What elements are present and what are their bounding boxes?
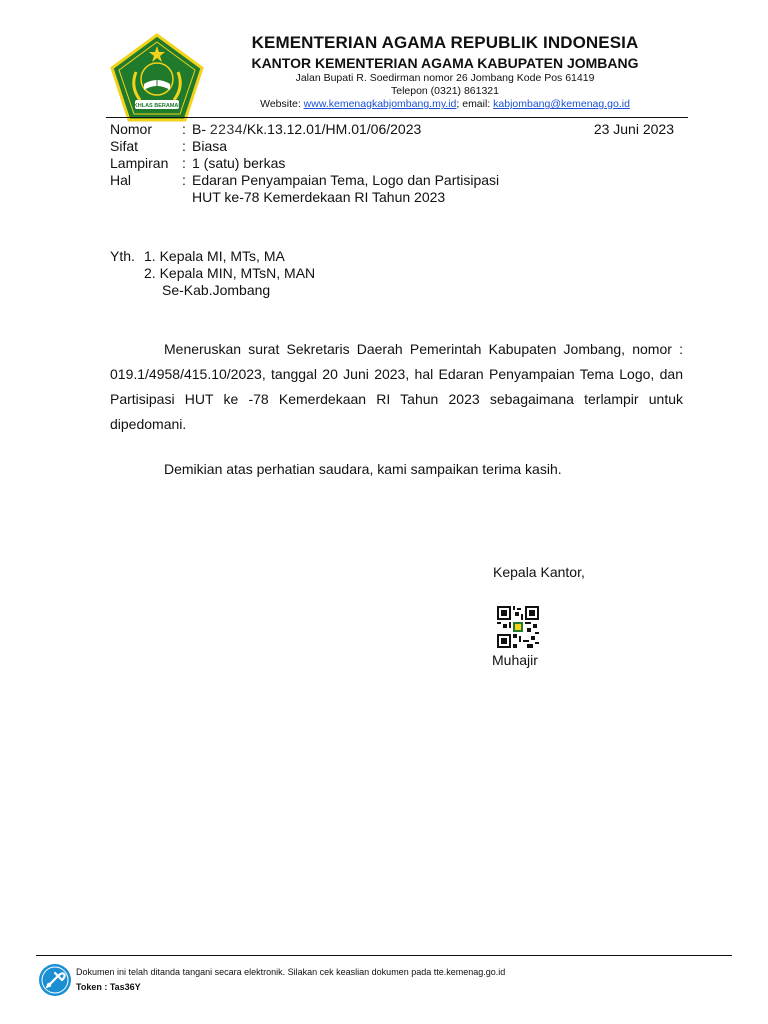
sifat-label: Sifat (110, 138, 139, 154)
sifat-value: Biasa (192, 138, 228, 154)
recipient-row-1 (110, 248, 315, 265)
lampiran-label: Lampiran (110, 155, 169, 171)
colon: : (182, 121, 186, 137)
recipient-item-2: 2. Kepala MIN, MTsN, MAN (144, 265, 316, 281)
sifat-row (110, 138, 680, 155)
lampiran-row (110, 155, 680, 172)
footer-notice-block (76, 965, 505, 995)
footer-notice: Dokumen ini telah ditanda tangani secara elektronik. Silakan cek keaslian dokumen pada tte.kemenag.go.id (76, 967, 506, 977)
nomor-label: Nomor (110, 121, 153, 137)
website-link[interactable]: www.kemenagkabjombang.my.id (303, 98, 457, 110)
hal-row (110, 172, 680, 189)
office-phone: Telepon (0321) 861321 (390, 85, 499, 97)
nomor-rest: /Kk.13.12.01/HM.01/06/2023 (243, 121, 422, 137)
recipient-item-1: 1. Kepala MI, MTs, MA (144, 248, 285, 264)
recipient-block (110, 248, 315, 299)
nomor-number: 2234 (209, 121, 244, 137)
kemenag-logo-icon (108, 32, 206, 124)
email-label: ; email: (456, 98, 494, 110)
colon: : (182, 155, 186, 171)
footer-token: Token : Tas36Y (76, 982, 141, 992)
nomor-prefix: B- (192, 121, 210, 137)
email-link[interactable]: kabjombang@kemenag.go.id (493, 98, 630, 110)
letter-meta (110, 121, 680, 206)
qr-code-icon[interactable] (497, 606, 539, 648)
hal-value: Edaran Penyampaian Tema, Logo dan Partisipasi (192, 172, 500, 188)
footer-divider (36, 955, 732, 956)
hal-label: Hal (110, 172, 132, 188)
office-title: KANTOR KEMENTERIAN AGAMA KABUPATEN JOMBANG (251, 55, 639, 71)
lampiran-value: 1 (satu) berkas (192, 155, 286, 171)
recipient-label: Yth. (110, 248, 135, 264)
colon: : (182, 138, 186, 154)
letter-date: 23 Juni 2023 (593, 121, 674, 137)
colon: : (182, 172, 186, 188)
body-paragraph: Meneruskan surat Sekretaris Daerah Pemerintah Kabupaten Jombang, nomor : 019.1/4958/415.10/2023, tanggal 20 Juni 2023, hal Edaran Penyampaian Tema Logo, dan Partisipasi HUT ke -78 Kemerdekaan RI Tahun 2023 sebagaimana terlampir untuk dipedomani. (110, 341, 683, 432)
logo-motto: IKHLAS BERAMAL (132, 103, 182, 109)
signature-title: Kepala Kantor, (493, 564, 585, 580)
closing-sentence: Demikian atas perhatian saudara, kami sampaikan terima kasih. (164, 461, 562, 477)
signer-name: Muhajir (492, 652, 538, 668)
ministry-title: KEMENTERIAN AGAMA REPUBLIK INDONESIA (251, 33, 639, 52)
website-label: Website: (260, 98, 304, 110)
hal-value-continued: HUT ke-78 Kemerdekaan RI Tahun 2023 (192, 189, 446, 205)
recipient-item-3: Se-Kab.Jombang (162, 282, 271, 298)
letterhead (220, 32, 670, 111)
office-contact (220, 98, 670, 111)
office-address: Jalan Bupati R. Soedirman nomor 26 Jombang Kode Pos 61419 (295, 72, 595, 84)
letterhead-divider (106, 117, 688, 118)
letter-body (110, 337, 683, 437)
bsre-seal-icon (38, 963, 72, 997)
